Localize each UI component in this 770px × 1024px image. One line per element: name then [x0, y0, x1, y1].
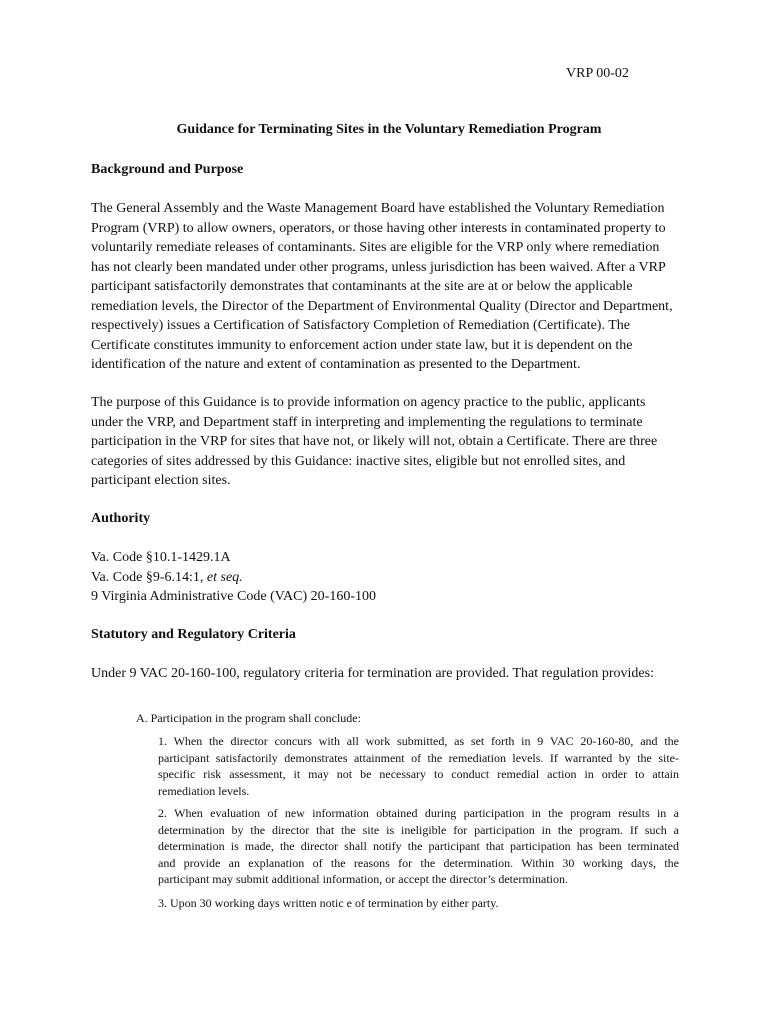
text-line: determination is made, the director shall notify the participant that participation has been terminated [158, 839, 679, 853]
text-line: 2. When evaluation of new information obtained during participation in the program results in a [158, 806, 679, 820]
text-line: categories of sites addressed by this Guidance: inactive sites, eligible but not enrolled sites, and [91, 453, 626, 469]
text-line: Program (VRP) to allow owners, operators, or those having other interests in contaminated property to [91, 220, 666, 236]
document-id: VRP 00-02 [566, 66, 629, 81]
text-line: remediation levels. [158, 783, 250, 798]
text-line: Certificate constitutes immunity to enforcement action under state law, but it is dependent on the [91, 337, 633, 353]
text-line: participant may submit additional information, or accept the director’s determination. [158, 872, 568, 886]
text-line: Under 9 VAC 20-160-100, regulatory criteria for termination are provided. That regulation provides: [91, 666, 654, 681]
text-line: participation in the VRP for sites that have not, or likely will not, obtain a Certificate. There are three [91, 434, 658, 449]
background-paragraph-2 [91, 393, 691, 491]
authority-citation: Va. Code §10.1-1429.1A [91, 550, 231, 565]
criteria-heading: Statutory and Regulatory Criteria [91, 627, 296, 642]
list-item-3 [158, 895, 679, 912]
text-line: participant satisfactorily demonstrates that contaminants at the site are at or below the applicable [91, 279, 633, 294]
text-line: specific risk assessment, it may not be necessary to conduct remedial action in order to attain [158, 767, 679, 781]
text-line: determination by the director that the site is ineligible for participation in the program. If such a [158, 822, 679, 837]
text-line: has not clearly been mandated under other programs, unless jurisdiction has been waived. After a VRP [91, 259, 666, 275]
text-line: The purpose of this Guidance is to provide information on agency practice to the public, applicants [91, 395, 646, 410]
citation-italic: et seq. [206, 569, 243, 585]
authority-citation [91, 568, 376, 588]
citation-text: Va. Code §9-6.14:1, [91, 569, 207, 585]
text-line: 1. When the director concurs with all work submitted, as set forth in 9 VAC 20-160-80, and the [158, 734, 679, 748]
list-heading: A. Participation in the program shall conclude: [136, 711, 361, 725]
text-line: identification of the nature and extent of contamination as presented to the Department. [91, 357, 581, 372]
text-line: participant satisfactorily demonstrates attainment of the remediation levels. If warranted by the site- [158, 750, 679, 765]
background-paragraph-1 [91, 199, 691, 375]
authority-heading: Authority [91, 511, 151, 526]
text-line: The General Assembly and the Waste Management Board have established the Voluntary Remediation [91, 201, 665, 216]
text-line: under the VRP, and Department staff in interpreting and implementing the regulations to terminate [91, 414, 643, 430]
text-line: remediation levels, the Director of the Department of Environmental Quality (Director and Department, [91, 298, 673, 314]
document-title: Guidance for Terminating Sites in the Voluntary Remediation Program [176, 122, 602, 137]
list-item-1 [158, 733, 679, 799]
criteria-intro [91, 664, 691, 684]
text-line: and provide an explanation of the reasons for the determination. Within 30 working days, the [158, 855, 679, 870]
text-line: respectively) issues a Certification of Satisfactory Completion of Remediation (Certificate). The [91, 318, 630, 333]
text-line: voluntarily remediate releases of contaminants. Sites are eligible for the VRP only where remediation [91, 240, 660, 255]
authority-citation: 9 Virginia Administrative Code (VAC) 20-160-100 [91, 589, 376, 604]
authority-list [91, 548, 376, 607]
background-heading: Background and Purpose [91, 162, 244, 177]
list-item-2 [158, 805, 679, 888]
text-line: 3. Upon 30 working days written notic e of termination by either party. [158, 896, 499, 910]
text-line: participant election sites. [91, 473, 231, 488]
